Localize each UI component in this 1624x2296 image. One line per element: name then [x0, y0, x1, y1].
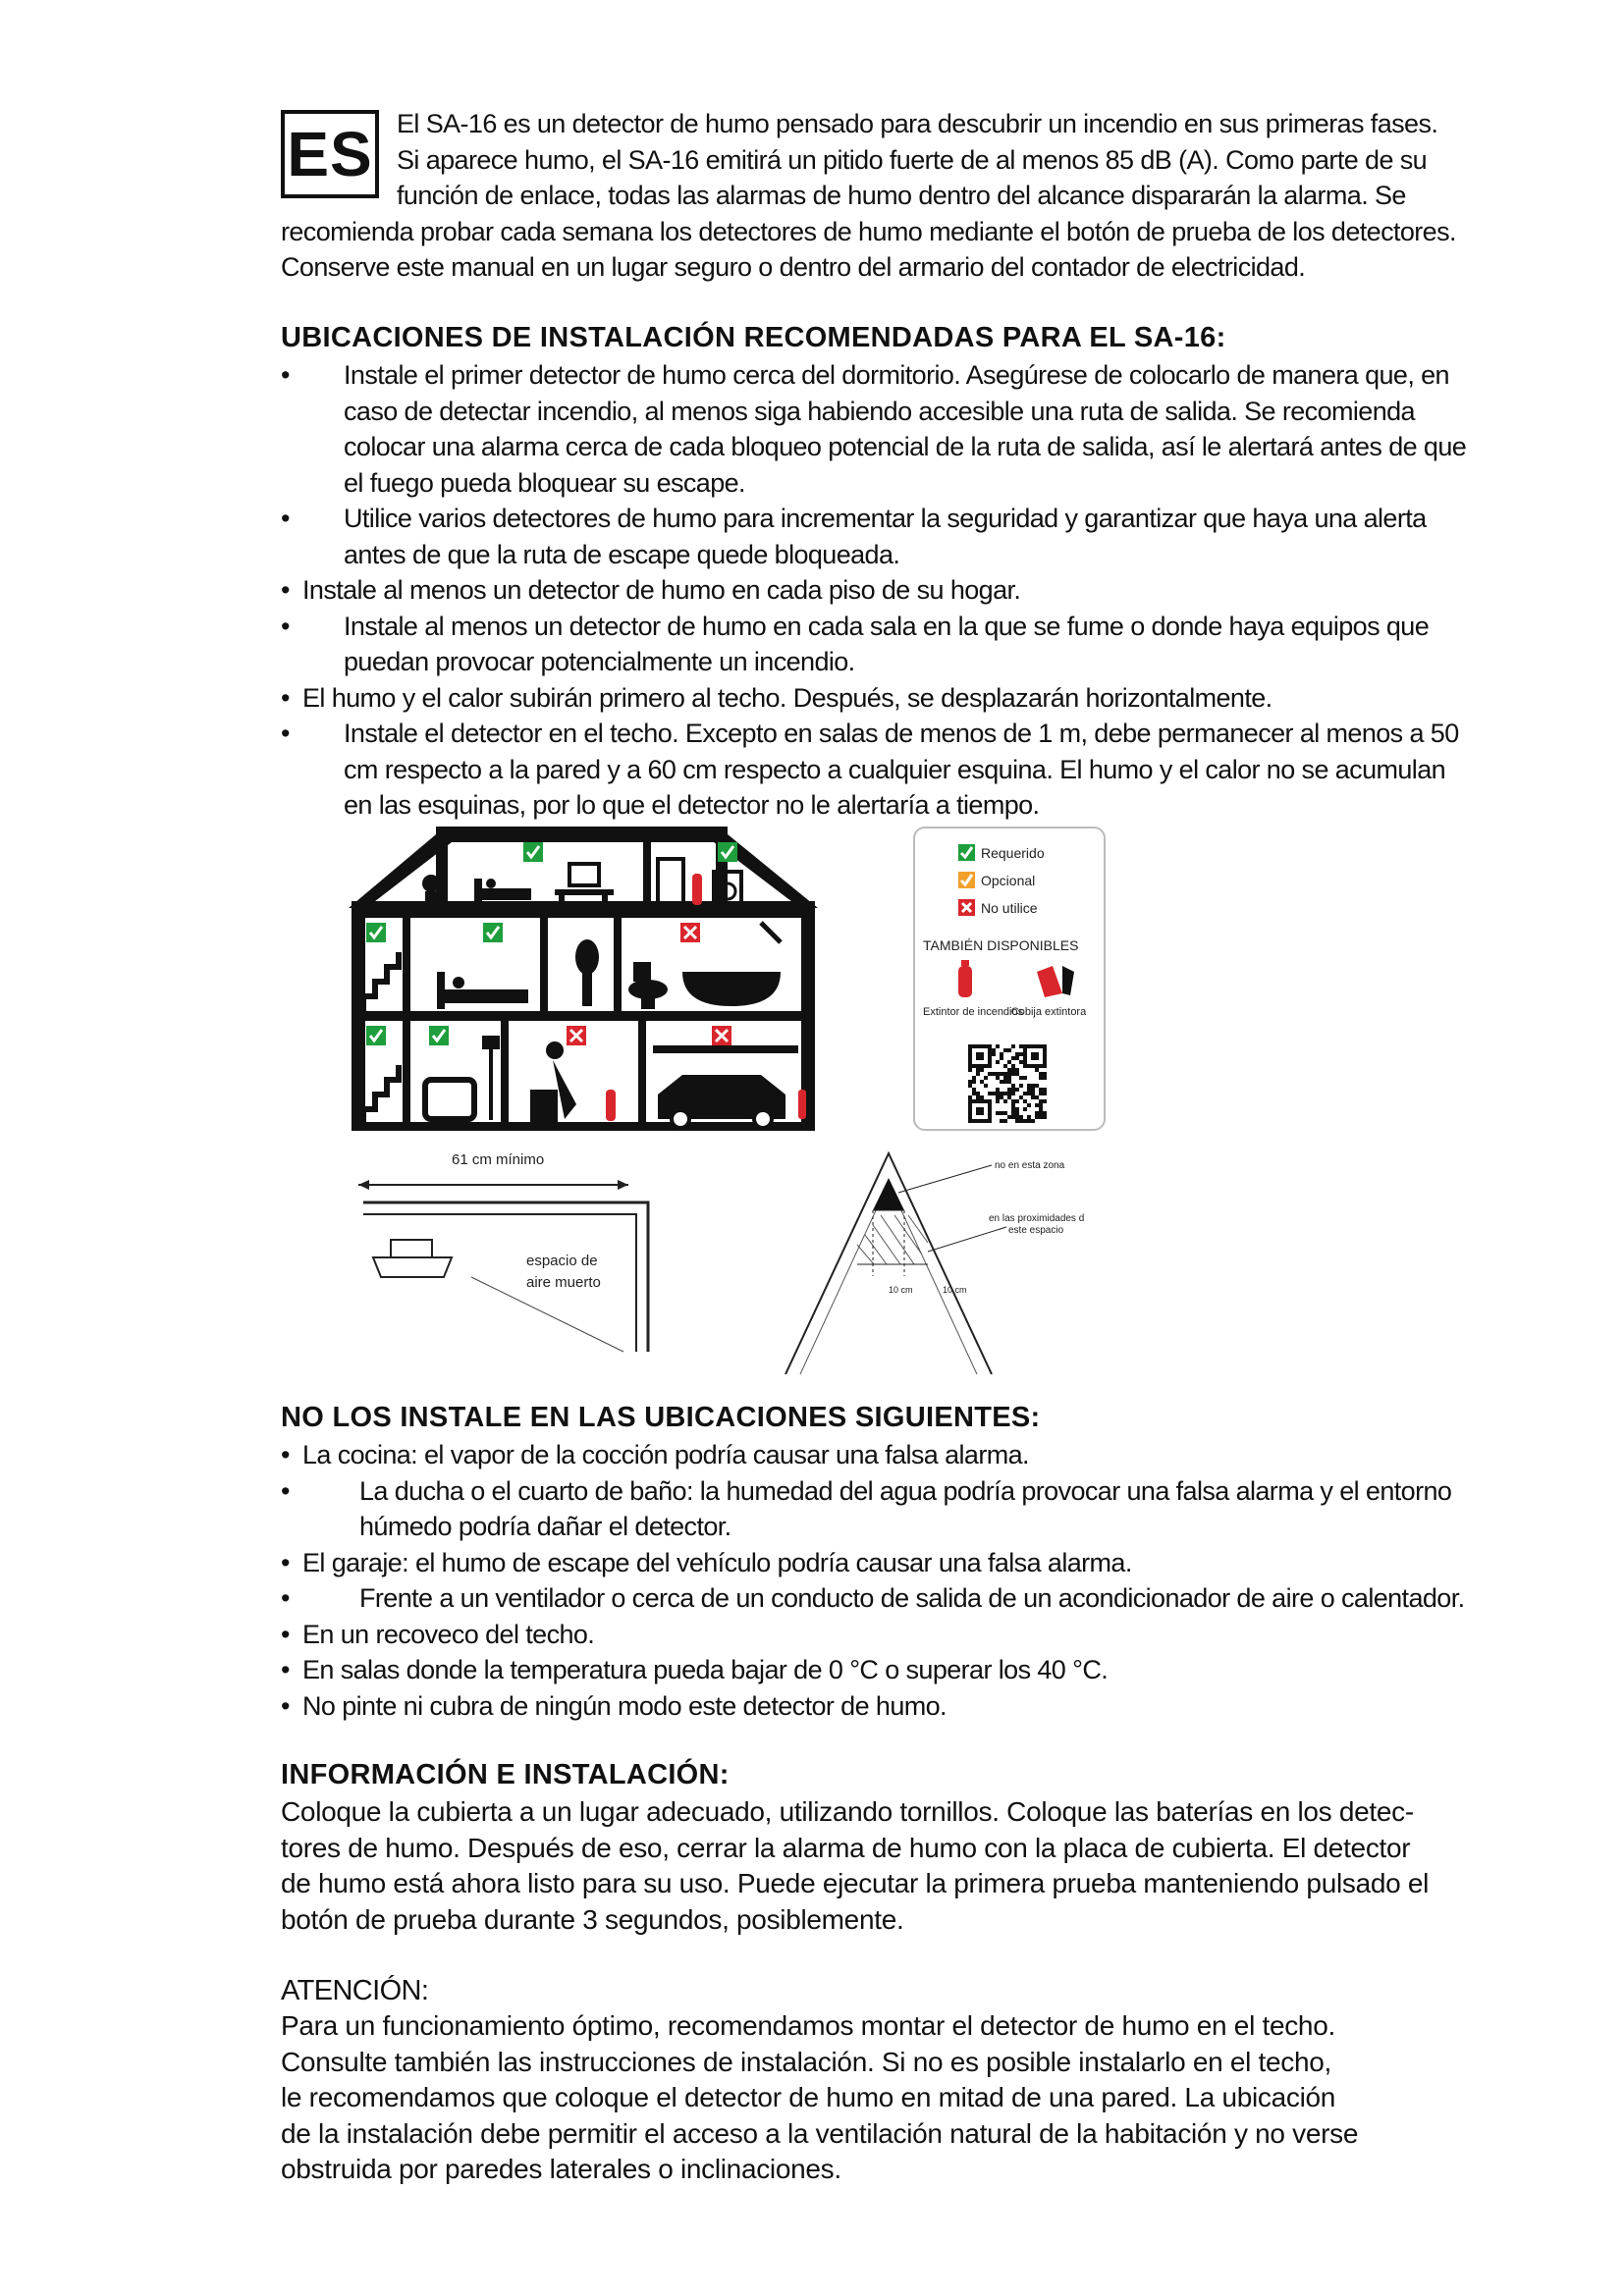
attention-line: Para un funcionamiento óptimo, recomendamos montar el detector de humo en el techo. [281, 2010, 1335, 2041]
qr-code-icon [968, 1044, 1047, 1123]
check-icon-green [483, 923, 503, 942]
stairs-icon [363, 1065, 399, 1124]
intro-paragraph [281, 106, 1456, 286]
check-icon-green [366, 1026, 386, 1045]
no-zone-triangle [873, 1178, 904, 1210]
bullet-item [281, 609, 1430, 680]
roof-diagram [781, 1148, 1105, 1394]
boiler-icon [658, 859, 683, 906]
bullet-item [281, 1652, 1371, 1688]
floor-divider [353, 908, 813, 918]
arrow-icon [618, 1180, 628, 1190]
dead-air-label: aire muerto [526, 1274, 601, 1291]
arrow-icon [358, 1180, 369, 1190]
x-icon-red [567, 1026, 586, 1045]
bullet-text-line: el fuego pueda bloquear su escape. [344, 467, 745, 498]
intro-line: El SA-16 es un detector de humo pensado para descubrir un incendio en sus primeras fases. [397, 109, 1438, 138]
bullet-item [281, 1545, 1371, 1581]
info-line: Coloque la cubierta a un lugar adecuado, utilizando tornillos. Coloque las baterías en los detec- [281, 1796, 1414, 1827]
extinguisher-icon [798, 1090, 806, 1119]
no-zone-label: no en esta zona [995, 1160, 1065, 1171]
bullet-icon: • [281, 1690, 290, 1721]
bullet-text-line: En salas donde la temperatura pueda bajar de 0 °C o superar los 40 °C. [302, 1655, 1109, 1684]
bullet-text-line: El humo y el calor subirán primero al techo. Después, se desplazarán horizontalmente. [302, 682, 1272, 713]
x-icon-red [680, 923, 700, 942]
check-icon-green [523, 842, 543, 862]
locations-heading: UBICACIONES DE INSTALACIÓN RECOMENDADAS PARA EL SA-16: [281, 322, 1226, 353]
bullet-item [281, 1617, 1371, 1653]
intro-line: Conserve este manual en un lugar seguro o dentro del armario del contador de electricidad. [281, 252, 1306, 282]
fire-extinguisher-icon [958, 960, 972, 997]
check-icon-green [718, 842, 737, 862]
attention-line: le recomendamos que coloque el detector de humo en mitad de una pared. La ubicación [281, 2082, 1336, 2112]
bullet-icon: • [281, 682, 290, 713]
legend-optional: Opcional [981, 873, 1036, 888]
dimension-label: 10 cm [889, 1285, 913, 1295]
bullet-text-line: No pinte ni cubra de ningún modo este detector de humo. [302, 1690, 947, 1721]
bullet-icon: • [281, 611, 290, 641]
plant-icon [575, 939, 599, 1006]
bullet-icon: • [281, 1440, 290, 1469]
bullet-icon: • [281, 504, 290, 533]
avoid-list [281, 1437, 1465, 1724]
info-heading: INFORMACIÓN E INSTALACIÓN: [281, 1759, 730, 1790]
bullet-text-line: Instale al menos un detector de humo en cada piso de su hogar. [302, 575, 1021, 605]
cooking-person-icon [530, 1041, 576, 1123]
detector-base [373, 1257, 452, 1277]
bullet-text-line: Instale el primer detector de humo cerca del dormitorio. Asegúrese de colocarlo de manera que, en [344, 360, 1449, 390]
bullet-icon: • [281, 1547, 290, 1577]
attention-line: de la instalación debe permitir el acceso a la ventilación natural de la habitación y no verse [281, 2117, 1359, 2149]
bullet-icon: • [281, 1475, 290, 1506]
legend-graphic [915, 828, 1104, 1129]
x-icon-red [712, 1026, 731, 1045]
check-icon-green [429, 1026, 449, 1045]
interior-wall [638, 1016, 646, 1129]
callout-line [898, 1165, 992, 1193]
attention-line: obstruida por paredes laterales o inclinaciones. [281, 2154, 841, 2184]
intro-line: función de enlace, todas las alarmas de humo dentro del alcance dispararán la alarma. Se [397, 181, 1406, 210]
bullet-item [281, 572, 1371, 609]
bullet-text-line: puedan provocar potencialmente un incendio. [344, 647, 855, 676]
bullet-icon: • [281, 719, 290, 748]
info-line: tores de humo. Después de eso, cerrar la alarma de humo con la placa de cubierta. El detector [281, 1832, 1411, 1863]
language-code: ES [287, 119, 373, 189]
info-line: de humo está ahora listo para su uso. Puede ejecutar la primera prueba manteniendo pulsado el [281, 1868, 1430, 1898]
fire-blanket-icon [1037, 966, 1074, 997]
hatch-area [857, 1215, 928, 1264]
intro-line: Si aparece humo, el SA-16 emitirá un pitido fuerte de al menos 85 dB (A). Como parte de su [397, 144, 1428, 175]
bullet-text-line: Utilice varios detectores de humo para incrementar la seguridad y garantizar que haya una alerta [344, 504, 1427, 533]
bullet-item [281, 1580, 1465, 1617]
attention-heading: ATENCIÓN: [281, 1975, 429, 2006]
also-available-title: TAMBIÉN DISPONIBLES [923, 937, 1079, 953]
blanket-label: Cobija extintora [1010, 1006, 1087, 1018]
bullet-text-line: La ducha o el cuarto de baño: la humedad del agua podría provocar una falsa alarma y el entorno [359, 1475, 1452, 1506]
house-roof [349, 829, 818, 908]
bullet-text-line: En un recoveco del techo. [302, 1619, 595, 1649]
extinguisher-icon [606, 1090, 616, 1121]
bullet-item [281, 1688, 1371, 1725]
bullet-item [281, 357, 1467, 501]
bullet-text-line: antes de que la ruta de escape quede bloqueada. [344, 539, 900, 569]
locations-list [281, 357, 1467, 824]
bullet-item [281, 501, 1427, 572]
min-distance-label: 61 cm mínimo [452, 1151, 545, 1168]
legend-card [913, 827, 1106, 1131]
attention-paragraph [281, 2008, 1371, 2188]
bullet-icon: • [281, 1583, 290, 1613]
avoid-heading: NO LOS INSTALE EN LAS UBICACIONES SIGUIENTES: [281, 1402, 1041, 1433]
bullet-text-line: Instale al menos un detector de humo en cada sala en la que se fume o donde haya equipos que [344, 611, 1430, 641]
attention-line: Consulte también las instrucciones de instalación. Si no es posible instalarlo en el techo, [281, 2046, 1331, 2077]
bullet-text-line: El garaje: el humo de escape del vehículo podría causar una falsa alarma. [302, 1547, 1132, 1577]
roof-inner [800, 1183, 977, 1374]
bullet-text-line: Instale el detector en el techo. Excepto en salas de menos de 1 m, debe permanecer al menos a 50 [344, 719, 1459, 748]
floor-divider [353, 1011, 813, 1021]
near-zone-label: en las proximidades d [989, 1213, 1085, 1224]
check-icon-green [366, 923, 386, 942]
car-icon [653, 1045, 798, 1128]
info-line: botón de prueba durante 3 segundos, posiblemente. [281, 1903, 904, 1935]
legend-do-not-use: No utilice [981, 900, 1038, 916]
bullet-item [281, 1473, 1452, 1545]
bullet-text-line: en las esquinas, por lo que el detector no le alertaría a tiempo. [344, 790, 1040, 820]
bullet-text-line: cm respecto a la pared y a 60 cm respecto a cualquier esquina. El humo y el calor no se acumulan [344, 754, 1446, 784]
bullet-text-line: Frente a un ventilador o cerca de un conducto de salida de un acondicionador de aire o calentador. [359, 1583, 1465, 1613]
interior-wall [501, 1016, 509, 1129]
attic-wall [643, 834, 651, 913]
bed-icon [437, 972, 528, 1009]
extinguisher-icon [692, 874, 702, 905]
bullet-text-line: La cocina: el vapor de la cocción podría causar una falsa alarma. [302, 1440, 1029, 1469]
legend-required: Requerido [981, 845, 1045, 861]
interior-wall [614, 913, 622, 1016]
near-zone-label: este espacio [1008, 1225, 1064, 1236]
bullet-icon: • [281, 575, 290, 605]
wall-diagram [353, 1144, 658, 1355]
house-diagram [349, 825, 830, 1131]
stairs-icon [363, 952, 399, 1011]
callout-line [928, 1227, 1006, 1252]
interior-wall [540, 913, 548, 1016]
dead-air-label: espacio de [526, 1253, 598, 1269]
armchair-icon [425, 1080, 474, 1119]
info-paragraph [281, 1794, 1430, 1938]
bullet-item [281, 680, 1371, 717]
bullet-item [281, 716, 1459, 824]
intro-line: recomienda probar cada semana los detectores de humo mediante el botón de prueba de los detectores. [281, 216, 1456, 246]
extinguisher-label: Extintor de incendios [923, 1006, 1024, 1018]
stair-wall [403, 913, 410, 1129]
bullet-text-line: colocar una alarma cerca de cada bloqueo potencial de la ruta de salida, así le alertará antes de que [344, 432, 1467, 461]
bullet-text-line: caso de detectar incendio, al menos siga habiendo accesible una ruta de salida. Se recomienda [344, 396, 1415, 426]
bullet-icon: • [281, 1619, 290, 1649]
detector-icon [391, 1240, 432, 1257]
bullet-icon: • [281, 360, 290, 390]
bullet-text-line: húmedo podría dañar el detector. [359, 1512, 731, 1541]
bullet-icon: • [281, 1655, 290, 1684]
bullet-item [281, 1437, 1371, 1473]
toilet-icon [628, 962, 668, 1009]
dimension-label: 10 cm [943, 1285, 967, 1295]
lamp-icon [482, 1036, 500, 1120]
